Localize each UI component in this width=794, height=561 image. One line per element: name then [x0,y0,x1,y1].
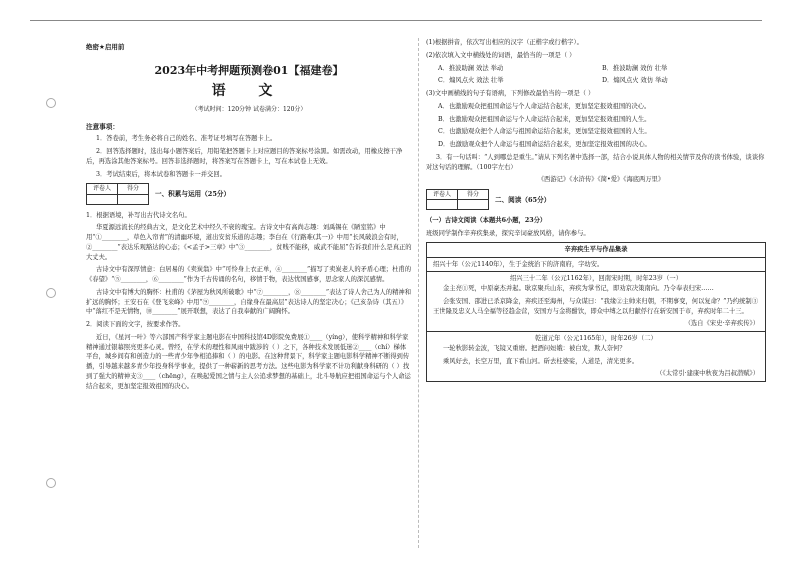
secret-mark: 绝密★启用前 [86,43,125,51]
score-cell-empty[interactable] [118,194,149,204]
option-b[interactable]: B．推波助澜 效仿 壮举 [602,64,668,72]
score-cell-grader: 评卷人 [427,190,458,200]
binding-hole [46,288,56,298]
binding-hole [46,478,56,488]
score-cell-score: 得分 [458,190,489,200]
poem-line: 乘风好去，长空万里，直下看山河。斫去桂婆娑，人道是，清光更多。 [443,357,639,365]
score-table [86,183,149,204]
sub-question: (2)依次填入文中横线处的词语，最恰当的一项是（ ） [426,51,576,59]
score-cell-empty[interactable] [87,194,118,204]
option-a[interactable]: A．推波助澜 效法 举动 [438,64,504,72]
option-c[interactable]: C．也激励观众把个人命运与祖国命运结合起来，更加坚定报效祖国的人生。 [438,128,651,136]
option-d[interactable]: D．也激励观众把个人命运与祖国命运结合起来，更加坚定报效祖国的决心。 [438,141,651,148]
book-list: 《西游记》《水浒传》《简•爱》《海底两万里》 [537,176,665,184]
note-item: 2．回答选择题时，选出每小题答案后，用铅笔把答题卡上对应题目的答案标号涂黑。如需改动，用橡皮擦干净后，再选涂其他答案标号。回答非选择题时，将答案写在答题卡上，写在本试卷上无效。 [86,148,403,165]
binding-hole [46,98,56,108]
sub-question: (3)文中画横线的句子有语病，下列修改最恰当的一项是（ ） [426,90,595,97]
section-title: 一、积累与运用（25分） [155,189,231,198]
binding-margin [30,38,70,548]
score-box [426,189,766,210]
subsection-desc: 班级同学制作辛弃疾集录，探究辛词豪放风格，请你参与。 [426,230,590,238]
notes-heading: 注意事项： [86,123,119,132]
score-cell-score: 得分 [118,184,149,194]
question-stem: 3．有一句话叫：“人到哪总是重生。”请从下列名著中选择一部，结合小说具体人物的相关情节及你的读书体验，谈谈你对这句话的理解。（100字左右） [426,153,765,171]
section-title: 二、阅读（65分） [495,195,551,204]
exam-title: 2023年中考押题预测卷01【福建卷】 [154,64,344,78]
sub-question: (1)根据拼音，依次写出相应的汉字（正楷字或行楷字）。 [426,39,583,46]
right-column [426,38,766,382]
material-source: （《太常引·建康中秋夜为吕叔潜赋》） [656,370,759,378]
material-row-title: 乾道元年（公元1165年），时年26岁（二） [535,335,657,343]
question-stem: 1．根据语境，补写出古代诗文名句。 [86,211,191,219]
material-row [427,272,765,332]
score-cell-grader: 评卷人 [87,184,118,194]
question-paragraph: 华夏源远流长的经典古文，是文化艺术中经久不衰的瑰宝。古诗文中有高尚志趣：刘禹锡在《陋室铭》中用“①________，草色入帘青”的清幽环境，道出安贫乐道的志趣；李白在《行路难(其一)》中用“长风破浪会有时，②________”表达乐观豁达的心态；《<孟子>三章》中“③________，贫贱不能移，威武不能屈”告诉我们什么是真正的大丈夫。 [86,224,412,261]
material-box-title: 辛弃疾生平与作品集录 [427,243,765,258]
option-row [426,64,766,74]
poem-line: 一轮秋影转金波，飞镜又重磨。把酒问姮娥：被白发，欺人奈何？ [443,344,626,352]
subsection-title: （一）古诗文阅读（本题共6小题，23分） [426,217,547,225]
subject-title: 语 文 [211,83,287,100]
material-text: 会张安国、邵进已杀京降金，弃疾还至海州，与众谋曰：“我缘②主帅来归朝，不期事变，何以复命？”乃约统制③王世隆及忠义人马全福等径趋金营，安国方与金将酣饮，即众中缚之以归献俘行在斩安国于市，弃疾时年二十三。 [433,297,758,315]
exam-info: （考试时间：120分钟 试卷满分：120分） [191,105,307,113]
material-row [427,258,765,273]
left-column [86,38,412,394]
option-d[interactable]: D．煽风点火 效仿 举动 [602,77,668,85]
score-cell-empty[interactable] [458,200,489,210]
option-c[interactable]: C．煽风点火 效法 壮举 [438,77,504,85]
question-stem: 2．阅读下面的文字，按要求作答。 [86,321,185,329]
material-text: 绍兴十年（公元1140年），生于金统治下的济南府，字幼安。 [433,260,604,268]
note-item: 3．考试结束后，将本试卷和答题卡一并交回。 [96,170,226,178]
material-row [427,332,765,381]
option-row [426,76,766,86]
material-source: （选自《宋史·辛弃疾传》） [684,320,759,328]
score-table [426,189,489,210]
score-box [86,183,412,204]
score-cell-empty[interactable] [427,200,458,210]
option-b[interactable]: B．也激励观众把祖国命运与个人命运结合起来，更加坚定报效祖国的人生。 [438,115,651,123]
material-box [426,242,766,382]
top-rule [30,20,762,21]
material-row-title: 绍兴三十二年（公元1162年），回南宋时期，时年23岁（一） [509,275,682,283]
note-item: 1．答卷前，考生务必将自己的姓名、准考证号填写在答题卡上。 [96,135,277,143]
question-paragraph: 近日，《星河一叶》等六部国产科学家主题电影在中国科技馆4D影院免费展①____（yíng），使科学精神和科学家精神通过银幕照亮更多心灵。曾经，在学术的理性和风雨中跋涉的（ ）之下，各种技术发展低迷②____（chí）梯体平台，城乡间有和创造力的一些青少年争相追捧和（ ）的电影。在这种背景下，科学家主题电影科学精神不断得到传播，引导越来越多青少年投身科学事业，提供了一种崭新的思考方法。这些电影为科学家不计功利献身科研的（ ）找到了强大的精神支③____（chēng），在唤起爱国之情与主人公追求梦想的基础上，北斗导航应把祖国命运与个人命运结合起来，更加坚定报效祖国的决心。 [86,333,411,390]
option-a[interactable]: A．也激励观众把祖国命运与个人命运结合起来，更加坚定报效祖国的决心。 [438,102,651,110]
column-divider [418,38,419,548]
question-paragraph: 古诗文中有博大的胸怀：杜甫的《茅屋为秋风所破歌》中“⑦________，⑧________”表达了诗人舍己为人的精神和扩远的胸怀；王安石在《登飞来峰》中用“⑨________，自缘身在最高层”表达诗人的坚定决心；《己亥杂诗（其五）》中“落红不是无情物，⑩________”展开联想，表达了自我奉献的广阔胸怀。 [86,288,411,316]
material-text: 金主亮①死，中原豪杰并起。耿京聚兵山东，弃疾为掌书记，即劝京决策南向。乃令奉表归宋…… [443,285,714,293]
question-paragraph: 古诗文中有深厚情意：白居易的《卖炭翁》中“可怜身上衣正单，④________”描写了卖炭老人的矛盾心理；杜甫的《春望》“⑤________，⑥________”作为千古传诵的名句，移情于物，表达忧国感事，思念家人的深沉感情。 [86,266,411,284]
